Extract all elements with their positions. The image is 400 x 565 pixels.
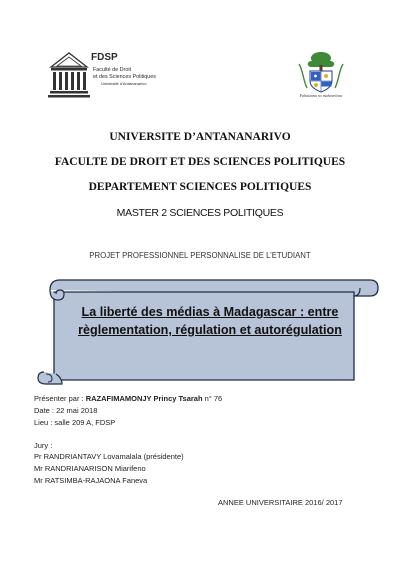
university-name: UNIVERSITE D’ANTANANARIVO — [109, 131, 291, 143]
master-program: MASTER 2 SCIENCES POLITIQUES — [116, 207, 284, 219]
presenter-label: Présenter par : — [34, 394, 86, 403]
academic-year: ANNEE UNIVERSITAIRE 2016/ 2017 — [218, 498, 343, 507]
logo-line1: Faculté de Droit — [93, 67, 132, 73]
presenter-number: n° 76 — [202, 394, 223, 403]
jury-member: Mr RANDRIANARISON Miarifeno — [34, 464, 146, 473]
department-name: DEPARTEMENT SCIENCES POLITIQUES — [88, 181, 312, 193]
faculty-name: FACULTE DE DROIT ET DES SCIENCES POLITIQUES — [54, 156, 346, 168]
jury-label: Jury : — [34, 441, 53, 450]
university-crest — [291, 50, 351, 104]
jury-member: Pr RANDRIANTAVY Lovamalala (présidente) — [34, 452, 184, 461]
jury-member: Mr RATSIMBA-RAJAONA Faneva — [34, 476, 148, 485]
presentation-date: Date : 22 mai 2018 — [34, 406, 98, 415]
project-label: PROJET PROFESSIONNEL PERSONNALISE DE L’ETUDIANT — [89, 251, 311, 260]
presenter-name: RAZAFIMAMONJY Princy Tsarah — [85, 394, 203, 403]
fdsp-logo — [47, 47, 159, 101]
crest-motto: Fahaizana no mahavelona — [299, 93, 343, 98]
logo-line3: Université d'Antananarivo — [101, 81, 147, 86]
logo-acronym: FDSP — [91, 52, 118, 63]
presentation-location: Lieu : salle 209 A, FDSP — [34, 418, 116, 427]
logo-line2: et des Sciences Politiques — [93, 74, 156, 80]
document-title: La liberté des médias à Madagascar : entre règlementation, régulation et autorégulation — [78, 305, 342, 337]
presenter-line — [34, 394, 222, 403]
